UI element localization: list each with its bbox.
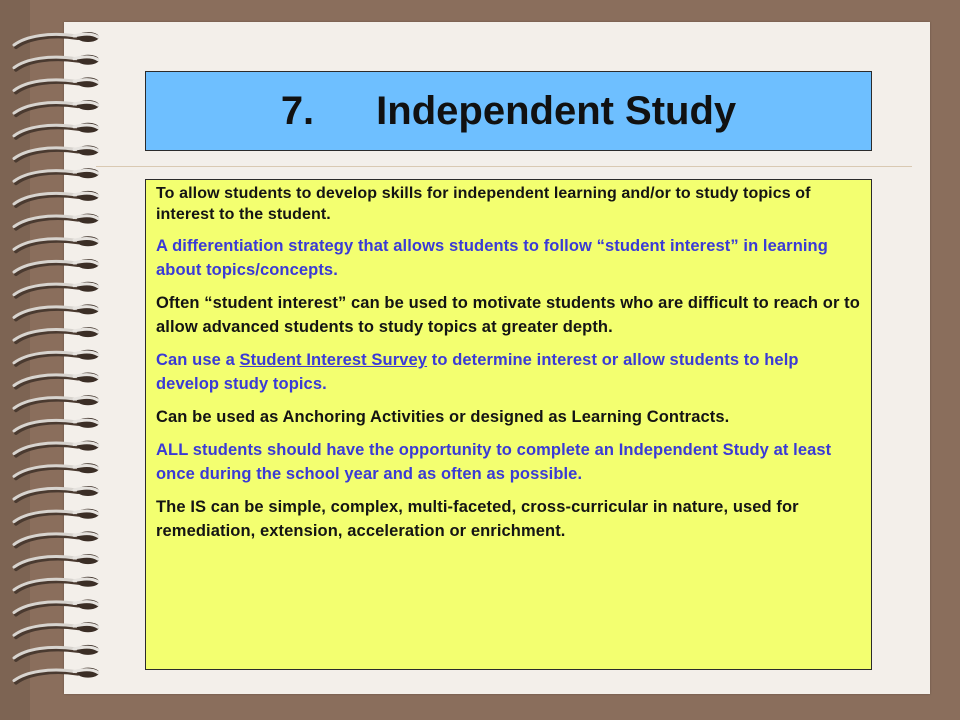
spiral-ring-icon (14, 668, 99, 683)
spiral-ring-icon (14, 395, 99, 410)
paragraph-is-types: The IS can be simple, complex, multi-faceted, cross-curricular in nature, used for remediation, extension, acceleration or enrichment. (156, 498, 799, 540)
spiral-ring-icon (14, 577, 99, 592)
spiral-ring-icon (14, 282, 99, 297)
spiral-ring-icon (14, 350, 99, 365)
spiral-ring-icon (14, 441, 99, 456)
spiral-ring-icon (14, 600, 99, 615)
paragraph-differentiation: A differentiation strategy that allows students to follow “student interest” in learning about topics/concepts. (156, 237, 828, 279)
spiral-ring-icon (14, 55, 99, 70)
spiral-ring-icon (14, 622, 99, 637)
spiral-ring-icon (14, 77, 99, 92)
paragraph-survey (156, 348, 861, 396)
spiral-ring-icon (14, 214, 99, 229)
spiral-ring-icon (14, 645, 99, 660)
spiral-ring-icon (14, 531, 99, 546)
spiral-ring-icon (14, 304, 99, 319)
paragraph-purpose: To allow students to develop skills for independent learning and/or to study topics of interest to the student. (156, 185, 811, 223)
title-box (145, 71, 872, 151)
title-number: 7. (280, 88, 315, 133)
spiral-ring-icon (14, 32, 99, 47)
spiral-ring-icon (14, 146, 99, 161)
spiral-ring-icon (14, 486, 99, 501)
spiral-ring-icon (14, 100, 99, 115)
spiral-ring-icon (14, 554, 99, 569)
spiral-ring-icon (14, 236, 99, 251)
content-box (145, 179, 872, 670)
spiral-ring-icon (14, 327, 99, 342)
spiral-ring-icon (14, 168, 99, 183)
page-title: Independent Study (376, 88, 737, 133)
spiral-ring-icon (14, 123, 99, 138)
student-interest-survey-link[interactable]: Student Interest Survey (239, 351, 428, 369)
page-rule-line (96, 166, 912, 167)
paragraph-anchoring: Can be used as Anchoring Activities or designed as Learning Contracts. (156, 408, 730, 426)
spiral-ring-icon (14, 373, 99, 388)
spiral-ring-icon (14, 463, 99, 478)
survey-text-after: to determine interest or allow students to help develop study topics. (156, 351, 799, 393)
spiral-ring-icon (14, 191, 99, 206)
paragraph-all-students: ALL students should have the opportunity to complete an Independent Study at least once during the school year and as often as possible. (156, 441, 832, 483)
spiral-binding-icon (0, 0, 110, 720)
survey-text-before: Can use a (156, 351, 240, 369)
spiral-ring-icon (14, 418, 99, 433)
paragraph-student-interest: Often “student interest” can be used to motivate students who are difficult to reach or to allow advanced students to study topics at greater depth. (156, 294, 860, 336)
spiral-ring-icon (14, 509, 99, 524)
spiral-ring-icon (14, 259, 99, 274)
